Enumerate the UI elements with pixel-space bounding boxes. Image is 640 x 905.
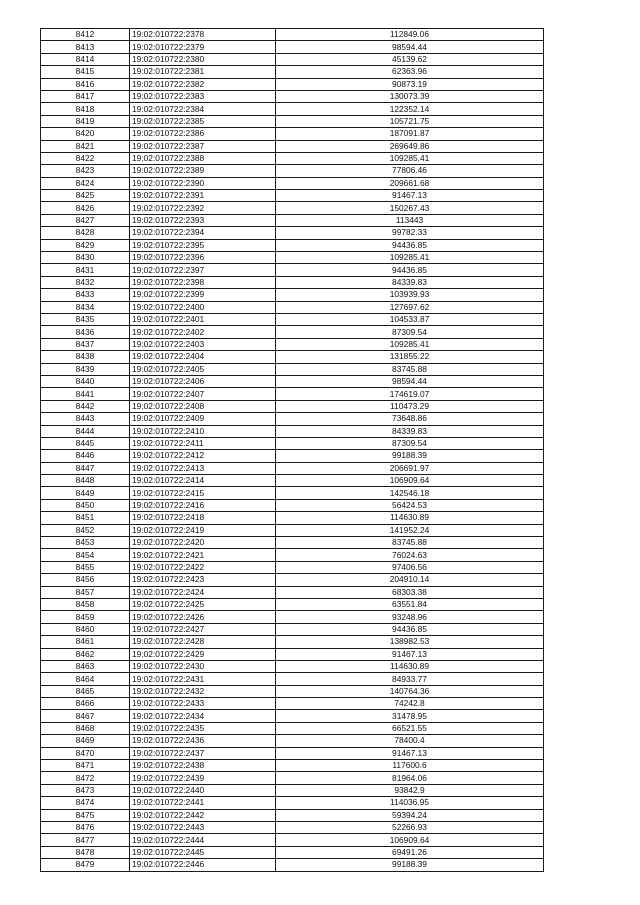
row-number-cell: 8420 — [41, 128, 130, 140]
value-cell: 87309.54 — [276, 437, 544, 449]
table-row — [41, 487, 544, 499]
table-row — [41, 103, 544, 115]
value-cell: 109285.41 — [276, 252, 544, 264]
cadastral-number-cell: 19:02:010722:2389 — [130, 165, 276, 177]
cadastral-number-cell: 19:02:010722:2436 — [130, 735, 276, 747]
table-row — [41, 747, 544, 759]
cadastral-number-cell: 19:02:010722:2422 — [130, 561, 276, 573]
cadastral-number-cell: 19:02:010722:2395 — [130, 239, 276, 251]
cadastral-number-cell: 19:02:010722:2386 — [130, 128, 276, 140]
value-cell: 62363.96 — [276, 66, 544, 78]
row-number-cell: 8479 — [41, 859, 130, 871]
row-number-cell: 8429 — [41, 239, 130, 251]
row-number-cell: 8466 — [41, 698, 130, 710]
table-row — [41, 152, 544, 164]
data-table — [40, 28, 544, 872]
row-number-cell: 8431 — [41, 264, 130, 276]
value-cell: 117600.6 — [276, 760, 544, 772]
row-number-cell: 8469 — [41, 735, 130, 747]
row-number-cell: 8461 — [41, 636, 130, 648]
value-cell: 209661.68 — [276, 177, 544, 189]
row-number-cell: 8446 — [41, 450, 130, 462]
table-row — [41, 537, 544, 549]
value-cell: 66521.55 — [276, 722, 544, 734]
row-number-cell: 8428 — [41, 227, 130, 239]
cadastral-number-cell: 19:02:010722:2440 — [130, 784, 276, 796]
cadastral-number-cell: 19:02:010722:2424 — [130, 586, 276, 598]
row-number-cell: 8476 — [41, 822, 130, 834]
row-number-cell: 8427 — [41, 214, 130, 226]
table-row — [41, 165, 544, 177]
table-row — [41, 648, 544, 660]
row-number-cell: 8432 — [41, 276, 130, 288]
cadastral-number-cell: 19:02:010722:2390 — [130, 177, 276, 189]
cadastral-number-cell: 19:02:010722:2383 — [130, 90, 276, 102]
row-number-cell: 8416 — [41, 78, 130, 90]
cadastral-number-cell: 19:02:010722:2392 — [130, 202, 276, 214]
table-row — [41, 846, 544, 858]
row-number-cell: 8435 — [41, 313, 130, 325]
cadastral-number-cell: 19:02:010722:2387 — [130, 140, 276, 152]
cadastral-number-cell: 19:02:010722:2409 — [130, 413, 276, 425]
row-number-cell: 8456 — [41, 574, 130, 586]
cadastral-number-cell: 19:02:010722:2419 — [130, 524, 276, 536]
table-row — [41, 289, 544, 301]
table-row — [41, 400, 544, 412]
value-cell: 206691.97 — [276, 462, 544, 474]
cadastral-number-cell: 19:02:010722:2404 — [130, 351, 276, 363]
row-number-cell: 8442 — [41, 400, 130, 412]
value-cell: 140764.36 — [276, 685, 544, 697]
table-row — [41, 450, 544, 462]
value-cell: 99188.39 — [276, 450, 544, 462]
row-number-cell: 8465 — [41, 685, 130, 697]
cadastral-number-cell: 19:02:010722:2432 — [130, 685, 276, 697]
value-cell: 142546.18 — [276, 487, 544, 499]
table-row — [41, 301, 544, 313]
table-row — [41, 264, 544, 276]
table-row — [41, 660, 544, 672]
cadastral-number-cell: 19:02:010722:2411 — [130, 437, 276, 449]
table-row — [41, 252, 544, 264]
value-cell: 122352.14 — [276, 103, 544, 115]
value-cell: 141952.24 — [276, 524, 544, 536]
row-number-cell: 8468 — [41, 722, 130, 734]
value-cell: 94436.85 — [276, 239, 544, 251]
cadastral-number-cell: 19:02:010722:2379 — [130, 41, 276, 53]
value-cell: 52266.93 — [276, 822, 544, 834]
cadastral-number-cell: 19:02:010722:2384 — [130, 103, 276, 115]
table-row — [41, 611, 544, 623]
row-number-cell: 8477 — [41, 834, 130, 846]
table-row — [41, 276, 544, 288]
cadastral-number-cell: 19:02:010722:2437 — [130, 747, 276, 759]
cadastral-number-cell: 19:02:010722:2408 — [130, 400, 276, 412]
row-number-cell: 8422 — [41, 152, 130, 164]
table-row — [41, 512, 544, 524]
table-row — [41, 326, 544, 338]
value-cell: 69491.26 — [276, 846, 544, 858]
row-number-cell: 8473 — [41, 784, 130, 796]
table-row — [41, 524, 544, 536]
row-number-cell: 8440 — [41, 375, 130, 387]
value-cell: 174619.07 — [276, 388, 544, 400]
row-number-cell: 8438 — [41, 351, 130, 363]
row-number-cell: 8437 — [41, 338, 130, 350]
table-row — [41, 561, 544, 573]
value-cell: 138982.53 — [276, 636, 544, 648]
table-row — [41, 698, 544, 710]
value-cell: 84339.83 — [276, 276, 544, 288]
table-row — [41, 375, 544, 387]
row-number-cell: 8439 — [41, 363, 130, 375]
cadastral-number-cell: 19:02:010722:2442 — [130, 809, 276, 821]
row-number-cell: 8474 — [41, 797, 130, 809]
value-cell: 113443 — [276, 214, 544, 226]
cadastral-number-cell: 19:02:010722:2382 — [130, 78, 276, 90]
table-row — [41, 437, 544, 449]
table-row — [41, 202, 544, 214]
cadastral-number-cell: 19:02:010722:2410 — [130, 425, 276, 437]
row-number-cell: 8412 — [41, 29, 130, 41]
row-number-cell: 8444 — [41, 425, 130, 437]
value-cell: 97406.56 — [276, 561, 544, 573]
value-cell: 150267.43 — [276, 202, 544, 214]
value-cell: 91467.13 — [276, 190, 544, 202]
row-number-cell: 8436 — [41, 326, 130, 338]
cadastral-number-cell: 19:02:010722:2398 — [130, 276, 276, 288]
value-cell: 98594.44 — [276, 41, 544, 53]
value-cell: 114630.89 — [276, 660, 544, 672]
table-row — [41, 214, 544, 226]
row-number-cell: 8475 — [41, 809, 130, 821]
value-cell: 77806.46 — [276, 165, 544, 177]
row-number-cell: 8457 — [41, 586, 130, 598]
table-row — [41, 685, 544, 697]
row-number-cell: 8454 — [41, 549, 130, 561]
row-number-cell: 8424 — [41, 177, 130, 189]
cadastral-number-cell: 19:02:010722:2401 — [130, 313, 276, 325]
value-cell: 109285.41 — [276, 152, 544, 164]
row-number-cell: 8448 — [41, 475, 130, 487]
table-row — [41, 722, 544, 734]
cadastral-number-cell: 19:02:010722:2378 — [130, 29, 276, 41]
cadastral-number-cell: 19:02:010722:2421 — [130, 549, 276, 561]
table-row — [41, 475, 544, 487]
cadastral-number-cell: 19:02:010722:2415 — [130, 487, 276, 499]
table-row — [41, 78, 544, 90]
table-row — [41, 598, 544, 610]
table-row — [41, 29, 544, 41]
value-cell: 73648.86 — [276, 413, 544, 425]
row-number-cell: 8450 — [41, 499, 130, 511]
cadastral-number-cell: 19:02:010722:2445 — [130, 846, 276, 858]
cadastral-number-cell: 19:02:010722:2446 — [130, 859, 276, 871]
cadastral-number-cell: 19:02:010722:2393 — [130, 214, 276, 226]
value-cell: 93248.96 — [276, 611, 544, 623]
cadastral-number-cell: 19:02:010722:2425 — [130, 598, 276, 610]
table-row — [41, 499, 544, 511]
cadastral-number-cell: 19:02:010722:2407 — [130, 388, 276, 400]
table-row — [41, 313, 544, 325]
table-row — [41, 623, 544, 635]
cadastral-number-cell: 19:02:010722:2406 — [130, 375, 276, 387]
value-cell: 94436.85 — [276, 264, 544, 276]
value-cell: 103939.93 — [276, 289, 544, 301]
value-cell: 83745.88 — [276, 363, 544, 375]
value-cell: 59394.24 — [276, 809, 544, 821]
row-number-cell: 8463 — [41, 660, 130, 672]
row-number-cell: 8478 — [41, 846, 130, 858]
row-number-cell: 8443 — [41, 413, 130, 425]
row-number-cell: 8464 — [41, 673, 130, 685]
cadastral-number-cell: 19:02:010722:2416 — [130, 499, 276, 511]
value-cell: 104533.87 — [276, 313, 544, 325]
cadastral-number-cell: 19:02:010722:2430 — [130, 660, 276, 672]
cadastral-number-cell: 19:02:010722:2413 — [130, 462, 276, 474]
cadastral-number-cell: 19:02:010722:2423 — [130, 574, 276, 586]
cadastral-number-cell: 19:02:010722:2381 — [130, 66, 276, 78]
cadastral-number-cell: 19:02:010722:2412 — [130, 450, 276, 462]
value-cell: 90873.19 — [276, 78, 544, 90]
value-cell: 114630.89 — [276, 512, 544, 524]
row-number-cell: 8419 — [41, 115, 130, 127]
table-row — [41, 636, 544, 648]
table-row — [41, 574, 544, 586]
value-cell: 127697.62 — [276, 301, 544, 313]
cadastral-number-cell: 19:02:010722:2388 — [130, 152, 276, 164]
row-number-cell: 8455 — [41, 561, 130, 573]
value-cell: 109285.41 — [276, 338, 544, 350]
value-cell: 130073.39 — [276, 90, 544, 102]
cadastral-number-cell: 19:02:010722:2441 — [130, 797, 276, 809]
value-cell: 91467.13 — [276, 648, 544, 660]
table-row — [41, 760, 544, 772]
row-number-cell: 8441 — [41, 388, 130, 400]
value-cell: 99782.33 — [276, 227, 544, 239]
table-row — [41, 822, 544, 834]
table-row — [41, 338, 544, 350]
value-cell: 78400.4 — [276, 735, 544, 747]
row-number-cell: 8414 — [41, 53, 130, 65]
value-cell: 112849.06 — [276, 29, 544, 41]
value-cell: 84339.83 — [276, 425, 544, 437]
row-number-cell: 8449 — [41, 487, 130, 499]
table-row — [41, 735, 544, 747]
row-number-cell: 8452 — [41, 524, 130, 536]
cadastral-number-cell: 19:02:010722:2414 — [130, 475, 276, 487]
value-cell: 106909.64 — [276, 475, 544, 487]
value-cell: 84933.77 — [276, 673, 544, 685]
table-body — [41, 29, 544, 872]
row-number-cell: 8421 — [41, 140, 130, 152]
row-number-cell: 8423 — [41, 165, 130, 177]
value-cell: 56424.53 — [276, 499, 544, 511]
table-row — [41, 53, 544, 65]
table-row — [41, 834, 544, 846]
cadastral-number-cell: 19:02:010722:2396 — [130, 252, 276, 264]
cadastral-number-cell: 19:02:010722:2380 — [130, 53, 276, 65]
row-number-cell: 8460 — [41, 623, 130, 635]
table-row — [41, 227, 544, 239]
table-row — [41, 809, 544, 821]
table-row — [41, 239, 544, 251]
value-cell: 187091.87 — [276, 128, 544, 140]
row-number-cell: 8425 — [41, 190, 130, 202]
row-number-cell: 8445 — [41, 437, 130, 449]
value-cell: 94436.85 — [276, 623, 544, 635]
row-number-cell: 8459 — [41, 611, 130, 623]
row-number-cell: 8472 — [41, 772, 130, 784]
cadastral-number-cell: 19:02:010722:2420 — [130, 537, 276, 549]
cadastral-number-cell: 19:02:010722:2443 — [130, 822, 276, 834]
table-row — [41, 41, 544, 53]
row-number-cell: 8462 — [41, 648, 130, 660]
row-number-cell: 8426 — [41, 202, 130, 214]
cadastral-number-cell: 19:02:010722:2435 — [130, 722, 276, 734]
value-cell: 76024.63 — [276, 549, 544, 561]
value-cell: 98594.44 — [276, 375, 544, 387]
table-row — [41, 363, 544, 375]
value-cell: 81964.06 — [276, 772, 544, 784]
row-number-cell: 8447 — [41, 462, 130, 474]
table-row — [41, 388, 544, 400]
cadastral-number-cell: 19:02:010722:2400 — [130, 301, 276, 313]
row-number-cell: 8417 — [41, 90, 130, 102]
row-number-cell: 8434 — [41, 301, 130, 313]
cadastral-number-cell: 19:02:010722:2434 — [130, 710, 276, 722]
cadastral-number-cell: 19:02:010722:2397 — [130, 264, 276, 276]
cadastral-number-cell: 19:02:010722:2433 — [130, 698, 276, 710]
row-number-cell: 8433 — [41, 289, 130, 301]
row-number-cell: 8470 — [41, 747, 130, 759]
cadastral-number-cell: 19:02:010722:2426 — [130, 611, 276, 623]
table-row — [41, 673, 544, 685]
table-row — [41, 413, 544, 425]
cadastral-number-cell: 19:02:010722:2444 — [130, 834, 276, 846]
table-row — [41, 190, 544, 202]
row-number-cell: 8451 — [41, 512, 130, 524]
value-cell: 45139.62 — [276, 53, 544, 65]
value-cell: 106909.64 — [276, 834, 544, 846]
table-row — [41, 784, 544, 796]
cadastral-number-cell: 19:02:010722:2385 — [130, 115, 276, 127]
table-row — [41, 549, 544, 561]
cadastral-number-cell: 19:02:010722:2402 — [130, 326, 276, 338]
table-row — [41, 90, 544, 102]
row-number-cell: 8471 — [41, 760, 130, 772]
table-row — [41, 710, 544, 722]
value-cell: 99188.39 — [276, 859, 544, 871]
value-cell: 68303.38 — [276, 586, 544, 598]
table-row — [41, 462, 544, 474]
value-cell: 74242.8 — [276, 698, 544, 710]
table-row — [41, 177, 544, 189]
cadastral-number-cell: 19:02:010722:2399 — [130, 289, 276, 301]
value-cell: 105721.75 — [276, 115, 544, 127]
value-cell: 87309.54 — [276, 326, 544, 338]
value-cell: 269649.86 — [276, 140, 544, 152]
value-cell: 63551.84 — [276, 598, 544, 610]
table-row — [41, 66, 544, 78]
cadastral-number-cell: 19:02:010722:2403 — [130, 338, 276, 350]
row-number-cell: 8467 — [41, 710, 130, 722]
table-row — [41, 797, 544, 809]
row-number-cell: 8453 — [41, 537, 130, 549]
value-cell: 93842.9 — [276, 784, 544, 796]
value-cell: 131855.22 — [276, 351, 544, 363]
value-cell: 91467.13 — [276, 747, 544, 759]
cadastral-number-cell: 19:02:010722:2439 — [130, 772, 276, 784]
cadastral-number-cell: 19:02:010722:2431 — [130, 673, 276, 685]
value-cell: 110473.29 — [276, 400, 544, 412]
row-number-cell: 8413 — [41, 41, 130, 53]
table-row — [41, 351, 544, 363]
row-number-cell: 8415 — [41, 66, 130, 78]
table-row — [41, 772, 544, 784]
row-number-cell: 8458 — [41, 598, 130, 610]
value-cell: 114036.95 — [276, 797, 544, 809]
row-number-cell: 8430 — [41, 252, 130, 264]
table-row — [41, 425, 544, 437]
value-cell: 204910.14 — [276, 574, 544, 586]
cadastral-number-cell: 19:02:010722:2418 — [130, 512, 276, 524]
value-cell: 31478.95 — [276, 710, 544, 722]
cadastral-number-cell: 19:02:010722:2429 — [130, 648, 276, 660]
table-row — [41, 859, 544, 871]
table-row — [41, 140, 544, 152]
table-row — [41, 115, 544, 127]
value-cell: 83745.88 — [276, 537, 544, 549]
row-number-cell: 8418 — [41, 103, 130, 115]
table-row — [41, 586, 544, 598]
cadastral-number-cell: 19:02:010722:2405 — [130, 363, 276, 375]
cadastral-number-cell: 19:02:010722:2394 — [130, 227, 276, 239]
cadastral-number-cell: 19:02:010722:2428 — [130, 636, 276, 648]
cadastral-number-cell: 19:02:010722:2438 — [130, 760, 276, 772]
cadastral-number-cell: 19:02:010722:2391 — [130, 190, 276, 202]
cadastral-number-cell: 19:02:010722:2427 — [130, 623, 276, 635]
table-row — [41, 128, 544, 140]
